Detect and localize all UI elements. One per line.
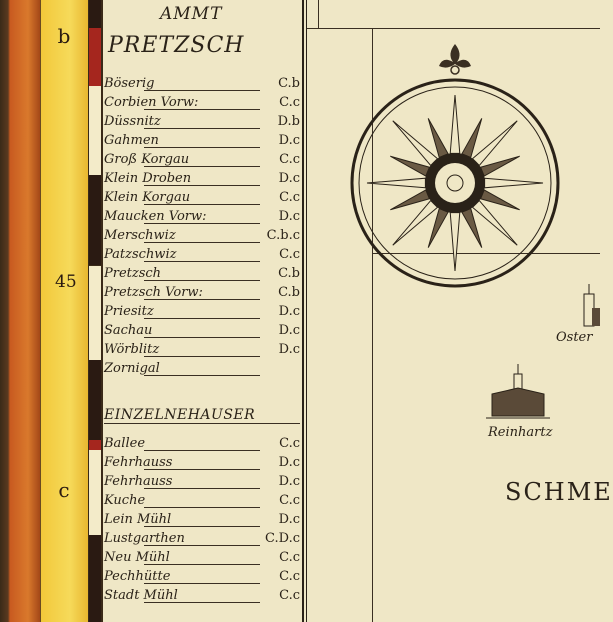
place-name: Pretzsch Vorw: [104,285,203,300]
leader-line [144,488,260,489]
register-entry [104,285,300,304]
register-entry [104,114,300,133]
region-label: SCHME [505,478,613,506]
leader-line [144,109,260,110]
register-heading-pretzsch: PRETZSCH [108,33,245,58]
place-name: Pretzsch [104,266,162,281]
leader-line [144,450,260,451]
leader-line [144,469,260,470]
place-name: Lein Mühl [104,512,172,527]
register-entry [104,455,300,474]
register-entry [104,531,300,550]
register-entry [104,342,300,361]
grid-code: C.b [278,76,300,91]
grid-code: D.b [277,114,300,129]
section-heading: EINZELNEHAUSER [104,407,300,424]
grid-line [307,28,600,29]
leader-line [144,337,260,338]
leader-line [144,166,260,167]
leader-line [144,90,260,91]
leader-line [144,356,260,357]
grid-code: C.D.c [265,531,300,546]
compass-ray [450,95,460,153]
grid-letter-c: c [58,478,70,502]
register-entry [104,512,300,531]
leader-line [144,185,260,186]
place-name: Maucken Vorw: [104,209,207,224]
latitude-number: 45 [55,272,77,292]
place-name: Wörblitz [104,342,160,357]
grid-code: C.c [279,190,300,205]
register-entry [104,152,300,171]
scale-segment [89,0,101,28]
latitude-scale-bar [88,0,103,622]
register-entry [104,76,300,95]
place-name: Gahmen [104,133,159,148]
compass-ray [367,178,425,188]
scale-segment [89,360,101,440]
compass-ray [462,118,482,157]
grid-line [318,0,319,28]
grid-code: D.c [278,323,300,338]
register-entry [104,550,300,569]
grid-code: C.b [278,266,300,281]
register-entry [104,436,300,455]
leader-line [144,526,260,527]
place-name: Priesitz [104,304,154,319]
scale-segment [89,440,101,450]
place-name: Zornigal [104,361,160,376]
compass-ray [450,213,460,271]
leader-line [144,507,260,508]
leader-line [144,204,260,205]
compass-ray [428,209,448,248]
place-name: Böserig [104,76,155,91]
grid-code: C.c [279,95,300,110]
register-entry [104,171,300,190]
place-name: Corbien Vorw: [104,95,199,110]
leader-line [144,223,260,224]
register-entry [104,95,300,114]
place-name: Groß Korgau [104,152,190,167]
grid-code: D.c [278,133,300,148]
place-name: Klein Korgau [104,190,191,205]
register-column-edge [306,0,307,622]
leader-line [144,261,260,262]
grid-code: C.c [279,247,300,262]
village-label-reinhartz: Reinhartz [488,425,553,440]
place-name: Pechhütte [104,569,171,584]
grid-code: D.c [278,209,300,224]
place-name: Fehrhauss [104,474,173,489]
place-name: Düssnitz [104,114,161,129]
register-entry [104,247,300,266]
leader-line [144,583,260,584]
map-border-yellow-band [40,0,90,622]
register-entry [104,304,300,323]
village-label-oster: Oster [556,330,593,345]
leader-line [144,318,260,319]
place-name: Patzschwiz [104,247,177,262]
grid-code: D.c [278,455,300,470]
leader-line [144,299,260,300]
compass-ray [462,209,482,248]
place-name: Kuche [104,493,146,508]
place-name: Sachau [104,323,153,338]
compass-ray [428,118,448,157]
grid-code: D.c [278,512,300,527]
grid-code: D.c [278,171,300,186]
register-entry [104,493,300,512]
register-entry [104,133,300,152]
map-border-band [0,0,40,622]
register-entry [104,588,300,607]
place-name: Neu Mühl [104,550,170,565]
scale-segment [89,535,101,622]
register-column-edge [302,0,304,622]
register-entry [104,228,300,247]
place-name: Lustgarthen [104,531,185,546]
leader-line [144,545,260,546]
register-entry [104,190,300,209]
compass-ray [485,178,543,188]
grid-code: C.c [279,588,300,603]
grid-code: C.b [278,285,300,300]
leader-line [144,375,260,376]
place-name: Klein Droben [104,171,192,186]
grid-code: C.c [279,436,300,451]
register-entry [104,323,300,342]
register-entry [104,569,300,588]
grid-code: C.c [279,550,300,565]
place-name: Merschwiz [104,228,176,243]
place-name: Fehrhauss [104,455,173,470]
church-village-icon [486,364,550,420]
leader-line [144,602,260,603]
grid-code: D.c [278,474,300,489]
grid-code: C.c [279,493,300,508]
compass-ray [390,190,429,210]
place-name: Ballee [104,436,146,451]
scale-segment [89,175,101,265]
grid-letter-b: b [57,24,71,48]
leader-line [144,147,260,148]
leader-line [144,242,260,243]
compass-ray [481,190,520,210]
compass-ray [390,156,429,176]
leader-line [144,564,260,565]
scale-tick [89,265,103,266]
church-village-icon [578,284,600,328]
grid-code: C.b.c [266,228,300,243]
register-entry [104,209,300,228]
grid-code: D.c [278,342,300,357]
scale-segment [89,28,101,86]
register-entry [104,266,300,285]
register-heading-amt: AMMT [160,4,223,24]
register-entry [104,474,300,493]
leader-line [144,280,260,281]
compass-ray [481,156,520,176]
register-entry [104,361,300,380]
leader-line [144,128,260,129]
compass-rose-icon [350,40,560,290]
place-name: Stadt Mühl [104,588,178,603]
grid-code: D.c [278,304,300,319]
grid-code: C.c [279,569,300,584]
grid-code: C.c [279,152,300,167]
